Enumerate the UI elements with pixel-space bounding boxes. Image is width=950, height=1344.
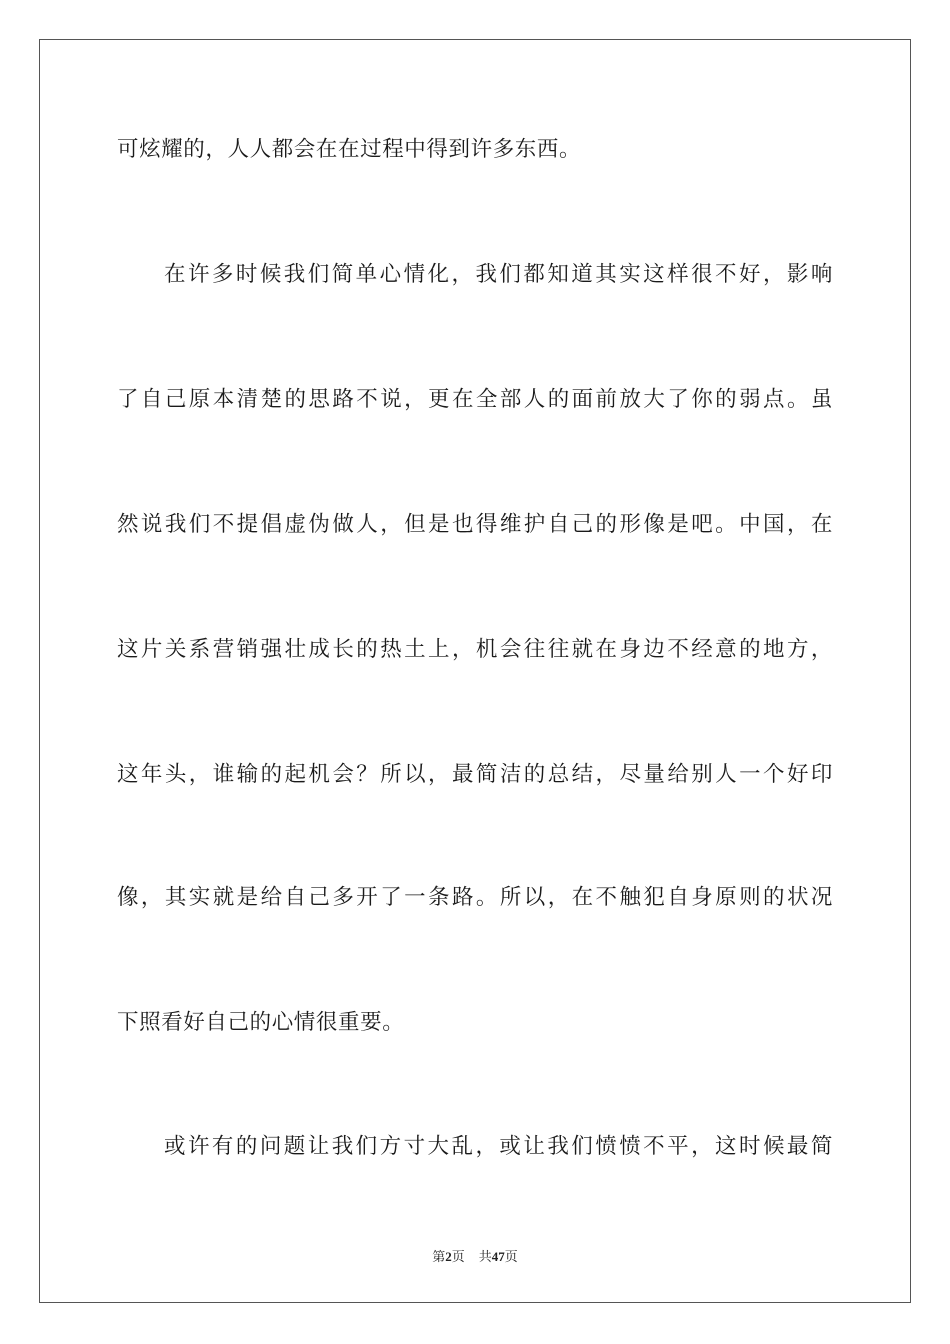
total-pages: 47 [491, 1249, 505, 1264]
page-number: 2 [445, 1249, 452, 1264]
text-line-2: 在许多时候我们简单心情化，我们都知道其实这样很不好，影响 [164, 262, 833, 287]
text-line-5: 这片关系营销强壮成长的热土上，机会往往就在身边不经意的地方， [117, 637, 833, 662]
text-line-8: 下照看好自己的心情很重要。 [117, 1010, 405, 1035]
text-line-1: 可炫耀的，人人都会在在过程中得到许多东西。 [117, 137, 582, 162]
total-suffix: 页 [504, 1250, 518, 1265]
text-line-7: 像，其实就是给自己多开了一条路。所以，在不触犯自身原则的状况 [117, 885, 833, 910]
page-footer [0, 1248, 950, 1267]
text-line-6: 这年头，谁输的起机会？所以，最简洁的总结，尽量给别人一个好印 [117, 762, 833, 787]
text-line-9: 或许有的问题让我们方寸大乱，或让我们愤愤不平，这时候最简 [164, 1134, 833, 1159]
page-suffix: 页 [451, 1250, 465, 1265]
page-prefix: 第 [432, 1250, 446, 1265]
total-prefix: 共 [478, 1250, 492, 1265]
text-line-4: 然说我们不提倡虚伪做人，但是也得维护自己的形像是吧。中国，在 [117, 512, 833, 537]
text-line-3: 了自己原本清楚的思路不说，更在全部人的面前放大了你的弱点。虽 [117, 387, 833, 412]
page-border [39, 39, 911, 1303]
